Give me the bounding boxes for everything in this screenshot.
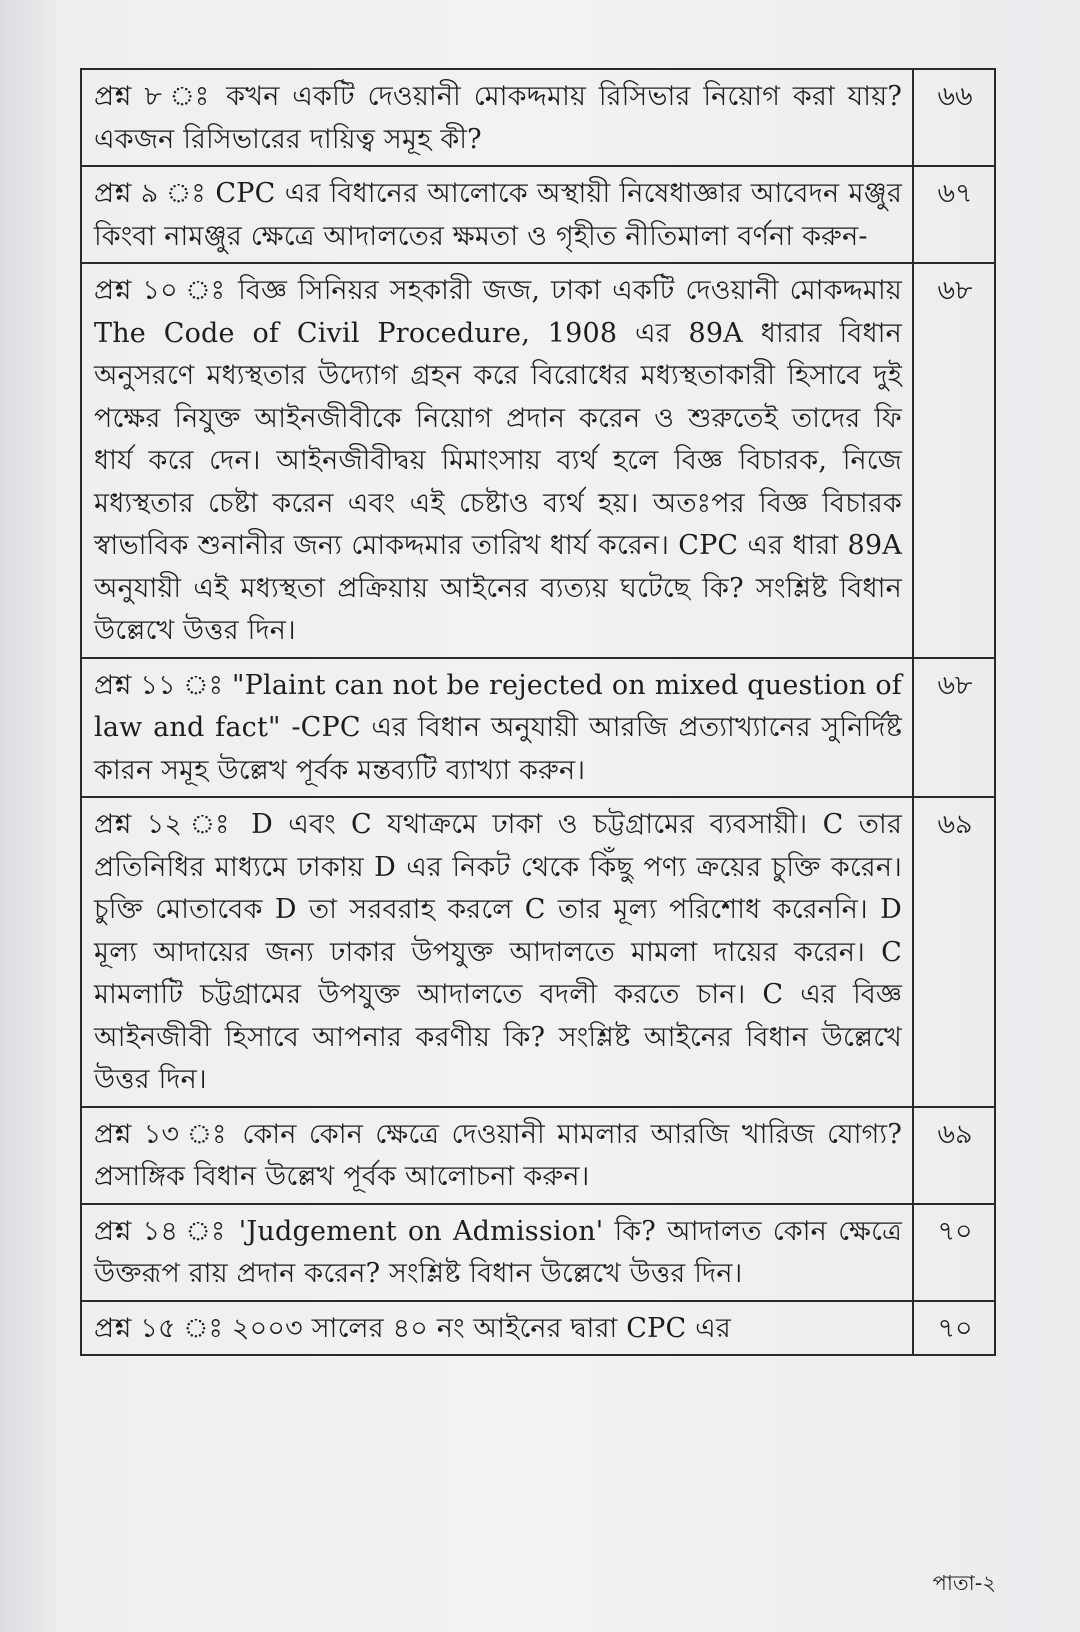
table-row	[81, 263, 995, 658]
page-number: ৭০	[913, 1204, 995, 1301]
question-text: প্রশ্ন ১২ ঃ D এবং C যথাক্রমে ঢাকা ও চট্টগ্রামের ব্যবসায়ী। C তার প্রতিনিধির মাধ্যমে ঢাকায় D এর নিকট থেকে কিঁছু পণ্য ক্রয়ের চুক্তি করেন। চুক্তি মোতাবেক D তা সরবরাহ করলে C তার মূল্য পরিশোধ করেননি। D মূল্য আদায়ের জন্য ঢাকার উপযুক্ত আদালতে মামলা দায়ের করেন। C মামলাটি চট্টগ্রামের উপযুক্ত আদালতে বদলী করতে চান। C এর বিজ্ঞ আইনজীবী হিসাবে আপনার করণীয় কি? সংশ্লিষ্ট আইনের বিধান উল্লেখে উত্তর দিন।	[81, 797, 913, 1107]
page-number: ৬৭	[913, 166, 995, 263]
table-row	[81, 658, 995, 798]
page-number: ৬৮	[913, 658, 995, 798]
page-number: ৬৬	[913, 69, 995, 166]
table-row	[81, 1107, 995, 1204]
question-text: প্রশ্ন ১৪ ঃ 'Judgement on Admission' কি? আদালত কোন ক্ষেত্রে উক্তরূপ রায় প্রদান করেন? সংশ্লিষ্ট বিধান উল্লেখে উত্তর দিন।	[81, 1204, 913, 1301]
question-text: প্রশ্ন ১৫ ঃ ২০০৩ সালের ৪০ নং আইনের দ্বারা CPC এর	[81, 1301, 913, 1356]
page-number: ৬৯	[913, 797, 995, 1107]
question-text: প্রশ্ন ৯ ঃ CPC এর বিধানের আলোকে অস্থায়ী নিষেধাজ্ঞার আবেদন মঞ্জুর কিংবা নামঞ্জুর ক্ষেত্রে আদালতের ক্ষমতা ও গৃহীত নীতিমালা বর্ণনা করুন-	[81, 166, 913, 263]
page-footer: পাতা-২	[932, 1571, 996, 1595]
question-text: প্রশ্ন ১০ ঃ বিজ্ঞ সিনিয়র সহকারী জজ, ঢাকা একটি দেওয়ানী মোকদ্দমায় The Code of Civil Procedure, 1908 এর 89A ধারার বিধান অনুসরণে মধ্যস্থতার উদ্যোগ গ্রহন করে বিরোধের মধ্যস্থতাকারী হিসাবে দুই পক্ষের নিযুক্ত আইনজীবীকে নিয়োগ প্রদান করেন ও শুরুতেই তাদের ফি ধার্য করে দেন। আইনজীবীদ্বয় মিমাংসায় ব্যর্থ হলে বিজ্ঞ বিচারক, নিজে মধ্যস্থতার চেষ্টা করেন এবং এই চেষ্টাও ব্যর্থ হয়। অতঃপর বিজ্ঞ বিচারক স্বাভাবিক শুনানীর জন্য মোকদ্দমার তারিখ ধার্য করেন। CPC এর ধারা 89A অনুযায়ী এই মধ্যস্থতা প্রক্রিয়ায় আইনের ব্যত্যয় ঘটেছে কি? সংশ্লিষ্ট বিধান উল্লেখে উত্তর দিন।	[81, 263, 913, 658]
table-row	[81, 166, 995, 263]
table-row	[81, 797, 995, 1107]
page-number: ৭০	[913, 1301, 995, 1356]
question-text: প্রশ্ন ১১ ঃ "Plaint can not be rejected on mixed question of law and fact" -CPC এর বিধান অনুযায়ী আরজি প্রত্যাখ্যানের সুনির্দিষ্ট কারন সমূহ উল্লেখ পূর্বক মন্তব্যটি ব্যাখ্যা করুন।	[81, 658, 913, 798]
question-text: প্রশ্ন ৮ ঃ কখন একটি দেওয়ানী মোকদ্দমায় রিসিভার নিয়োগ করা যায়? একজন রিসিভারের দায়িত্ব সমূহ কী?	[81, 69, 913, 166]
table-row	[81, 1301, 995, 1356]
page-number: ৬৮	[913, 263, 995, 658]
page-number: ৬৯	[913, 1107, 995, 1204]
table-row	[81, 1204, 995, 1301]
table-row	[81, 69, 995, 166]
question-text: প্রশ্ন ১৩ ঃ কোন কোন ক্ষেত্রে দেওয়ানী মামলার আরজি খারিজ যোগ্য? প্রসাঙ্গিক বিধান উল্লেখ পূর্বক আলোচনা করুন।	[81, 1107, 913, 1204]
question-index-table	[80, 68, 996, 1356]
